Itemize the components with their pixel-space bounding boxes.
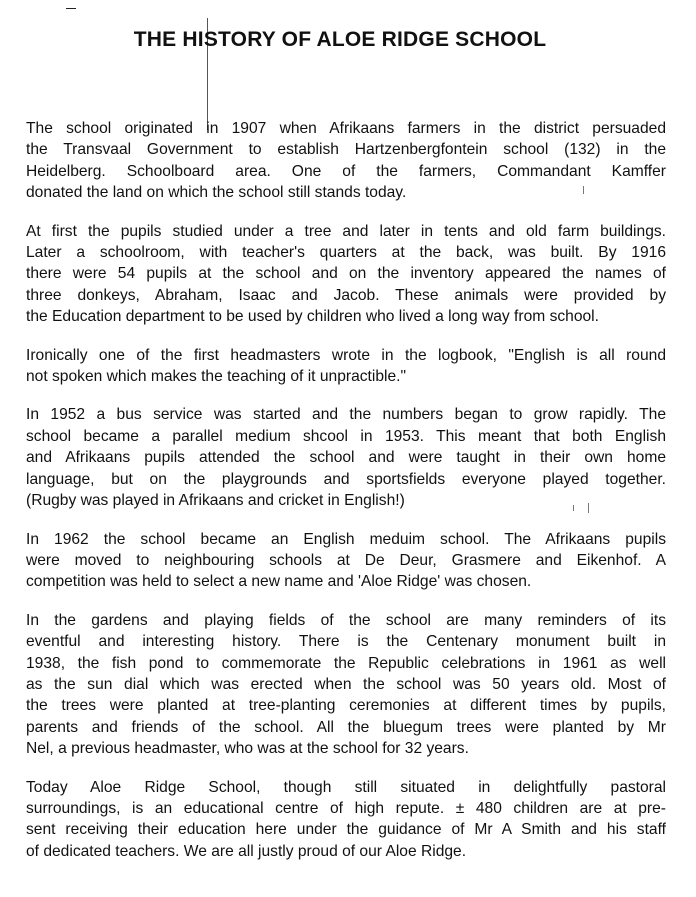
text-line: In 1962 the school became an English meduim school. The Afrikaans pupils <box>26 530 666 548</box>
paragraph-logbook <box>26 345 666 388</box>
paragraph-gardens <box>26 610 666 760</box>
text-line: sent receiving their education here under the guidance of Mr A Smith and his staff <box>26 821 666 839</box>
text-line: Heidelberg. Schoolboard area. One of the farmers, Commandant Kamffer <box>26 162 666 180</box>
text-line: were moved to neighbouring schools at De Deur, Grasmere and Eikenhof. A <box>26 551 666 569</box>
text-line: eventful and interesting history. There is the Centenary monument built in <box>26 633 666 651</box>
text-line: of dedicated teachers. We are all justly proud of our Aloe Ridge. <box>26 842 467 860</box>
paragraph-origin <box>26 118 666 204</box>
text-line: At first the pupils studied under a tree and later in tents and old farm buildings. <box>26 222 666 240</box>
text-line: In the gardens and playing fields of the school are many reminders of its <box>26 611 666 629</box>
text-line: the Education department to be used by children who lived a long way from school. <box>26 308 599 326</box>
text-line: and Afrikaans pupils attended the school and were taught in their own home <box>26 449 666 467</box>
page-title: THE HISTORY OF ALOE RIDGE SCHOOL <box>133 28 547 51</box>
text-line: the Transvaal Government to establish Hartzenbergfontein school (132) in the <box>26 141 666 159</box>
text-line: as the sun dial which was erected when the school was 50 years old. Most of <box>26 675 666 693</box>
paragraph-bus-service <box>26 404 666 511</box>
text-line: The school originated in 1907 when Afrikaans farmers in the district persuaded <box>26 120 666 137</box>
text-line: school became a parallel medium shcool in 1953. This meant that both English <box>26 427 666 445</box>
text-line: not spoken which makes the teaching of it unpractible." <box>26 368 407 386</box>
text-line: language, but on the playgrounds and sportsfields everyone played together. <box>26 470 666 488</box>
text-line: 1938, the fish pond to commemorate the Republic celebrations in 1961 as well <box>26 654 666 672</box>
paragraph-today <box>26 777 666 863</box>
scan-artifact-top-dash <box>66 8 76 9</box>
document-body <box>26 118 666 879</box>
text-line: competition was held to select a new name and 'Aloe Ridge' was chosen. <box>26 573 532 591</box>
text-line: Ironically one of the first headmasters wrote in the logbook, "English is all round <box>26 346 666 364</box>
text-line: three donkeys, Abraham, Isaac and Jacob. These animals were provided by <box>26 286 666 304</box>
text-line: donated the land on which the school still stands today. <box>26 184 407 202</box>
text-line: (Rugby was played in Afrikaans and cricket in English!) <box>26 492 405 510</box>
text-line: Today Aloe Ridge School, though still situated in delightfully pastoral <box>26 778 666 796</box>
text-line: parents and friends of the school. All the bluegum trees were planted by Mr <box>26 718 666 736</box>
text-line: there were 54 pupils at the school and on the inventory appeared the names of <box>26 265 666 283</box>
paragraph-english-medium <box>26 529 666 593</box>
text-line: surroundings, is an educational centre of high repute. ± 480 children are at pre- <box>26 799 666 817</box>
text-line: Nel, a previous headmaster, who was at the school for 32 years. <box>26 740 469 758</box>
text-line: Later a schoolroom, with teacher's quarters at the back, was built. By 1916 <box>26 244 666 262</box>
text-line: In 1952 a bus service was started and the numbers began to grow rapidly. The <box>26 406 666 424</box>
text-line: the trees were planted at tree-planting ceremonies at different times by pupils, <box>26 697 666 715</box>
paragraph-early-years <box>26 221 666 328</box>
